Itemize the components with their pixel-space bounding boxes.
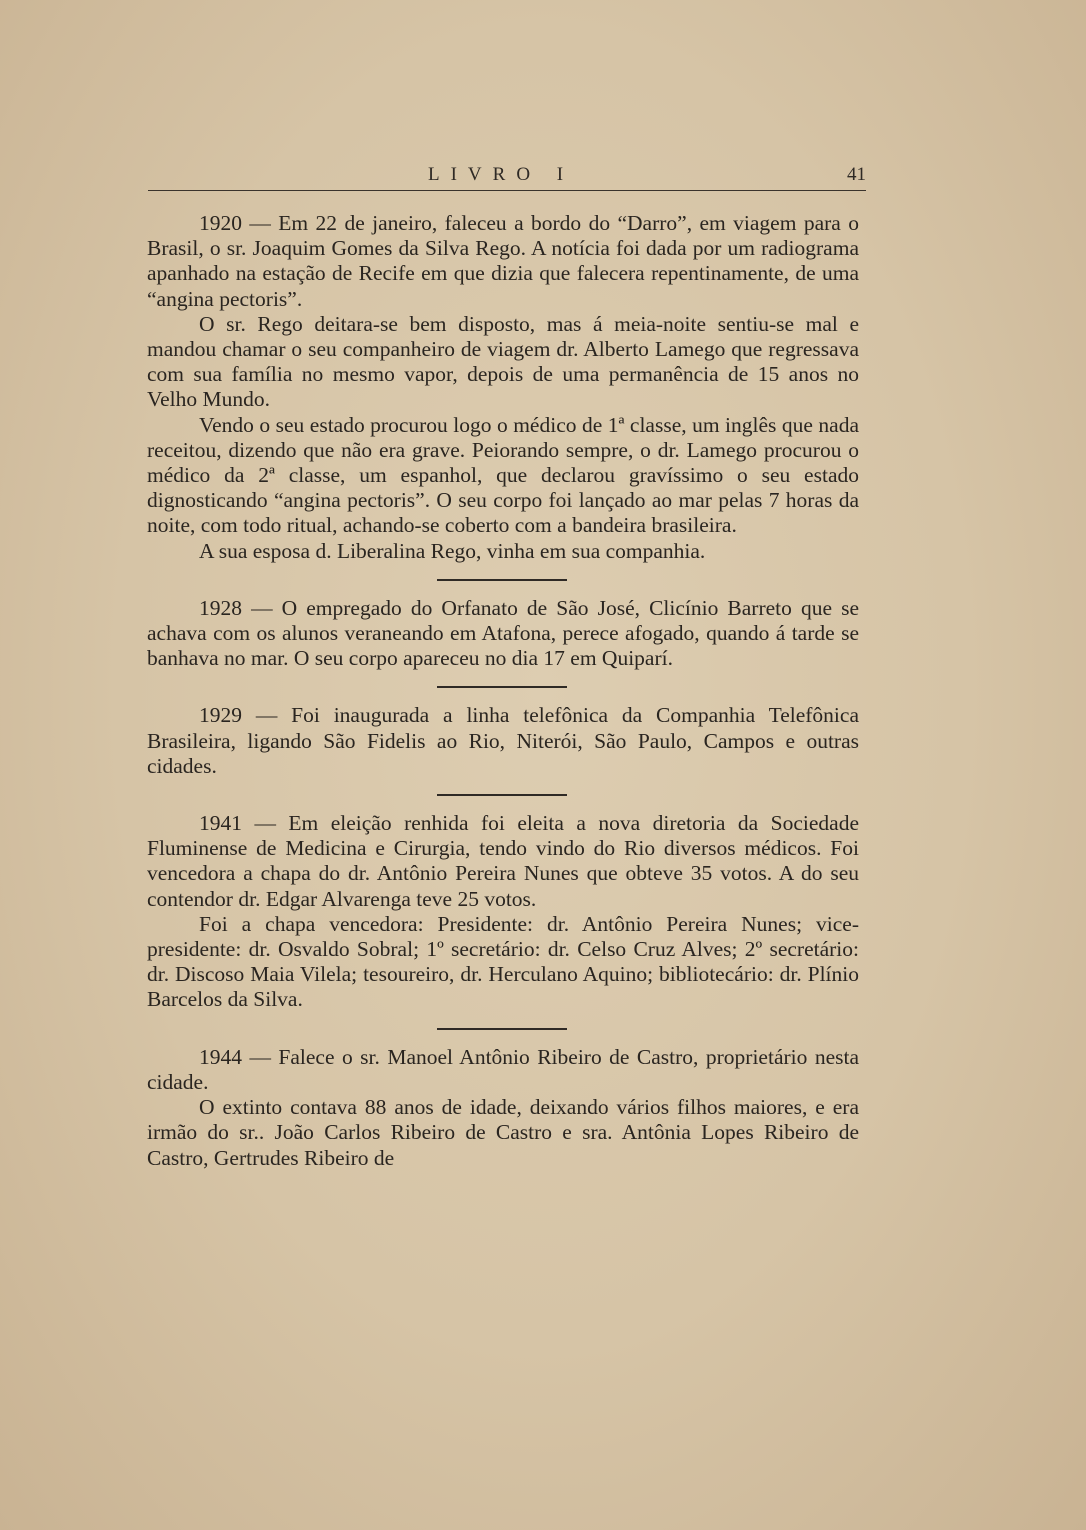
running-title: LIVRO I — [428, 164, 575, 185]
paragraph: O sr. Rego deitara-se bem disposto, mas á meia-noite sentiu-se mal e mandou chamar o seu companheiro de viagem dr. Alberto Lamego que regressava com sua família no mesmo vapor, depois de uma permanência de 15 anos no Velho Mundo. — [147, 311, 859, 412]
section-separator — [437, 579, 567, 581]
page-body — [147, 211, 859, 1171]
page-number: 41 — [847, 164, 866, 185]
header-rule — [148, 190, 866, 191]
paragraph: O extinto contava 88 anos de idade, deixando vários filhos maiores, e era irmão do sr.. João Carlos Ribeiro de Castro e sra. Antônia Lopes Ribeiro de Castro, Gertrudes Ribeiro de — [147, 1095, 859, 1170]
entry-1944 — [147, 1045, 859, 1171]
entry-1941 — [147, 811, 859, 1013]
section-separator — [437, 686, 567, 688]
entry-1928 — [147, 596, 859, 672]
paragraph: 1920 — Em 22 de janeiro, faleceu a bordo do “Darro”, em viagem para o Brasil, o sr. Joaquim Gomes da Silva Rego. A notícia foi dada por um radiograma apanhado na estação de Recife em que dizia que falecera repentinamente, de uma “angina pectoris”. — [147, 211, 859, 311]
paragraph: 1929 — Foi inaugurada a linha telefônica da Companhia Telefônica Brasileira, ligando São Fidelis ao Rio, Niterói, São Paulo, Campos e outras cidades. — [147, 703, 859, 778]
section-separator — [437, 794, 567, 796]
page-header — [148, 162, 868, 192]
entry-1920 — [147, 211, 859, 564]
paragraph: 1941 — Em eleição renhida foi eleita a nova diretoria da Sociedade Fluminense de Medicina e Cirurgia, tendo vindo do Rio diversos médicos. Foi vencedora a chapa do dr. Antônio Pereira Nunes que obteve 35 votos. A do seu contendor dr. Edgar Alvarenga teve 25 votos. — [147, 811, 859, 911]
paragraph: 1944 — Falece o sr. Manoel Antônio Ribeiro de Castro, proprietário nesta cidade. — [147, 1044, 859, 1094]
section-separator — [437, 1028, 567, 1030]
paragraph: A sua esposa d. Liberalina Rego, vinha em sua companhia. — [199, 538, 706, 563]
paragraph: Foi a chapa vencedora: Presidente: dr. Antônio Pereira Nunes; vice-presidente: dr. Osvaldo Sobral; 1º secretário: dr. Celso Cruz Alves; 2º secretário: dr. Discoso Maia Vilela; tesoureiro, dr. Herculano Aquino; bibliotecário: dr. Plínio Barcelos da Silva. — [147, 911, 859, 1012]
entry-1929 — [147, 703, 859, 779]
paragraph: 1928 — O empregado do Orfanato de São José, Clicínio Barreto que se achava com os alunos veraneando em Atafona, perece afogado, quando á tarde se banhava no mar. O seu corpo apareceu no dia 17 em Quiparí. — [147, 595, 859, 671]
paragraph: Vendo o seu estado procurou logo o médico de 1ª classe, um inglês que nada receitou, dizendo que não era grave. Peiorando sempre, o dr. Lamego procurou o médico da 2ª classe, um espanhol, que declarou gravíssimo o seu estado dignosticando “angina pectoris”. O seu corpo foi lançado ao mar pelas 7 horas da noite, com todo ritual, achando-se coberto com a bandeira brasileira. — [147, 412, 859, 538]
